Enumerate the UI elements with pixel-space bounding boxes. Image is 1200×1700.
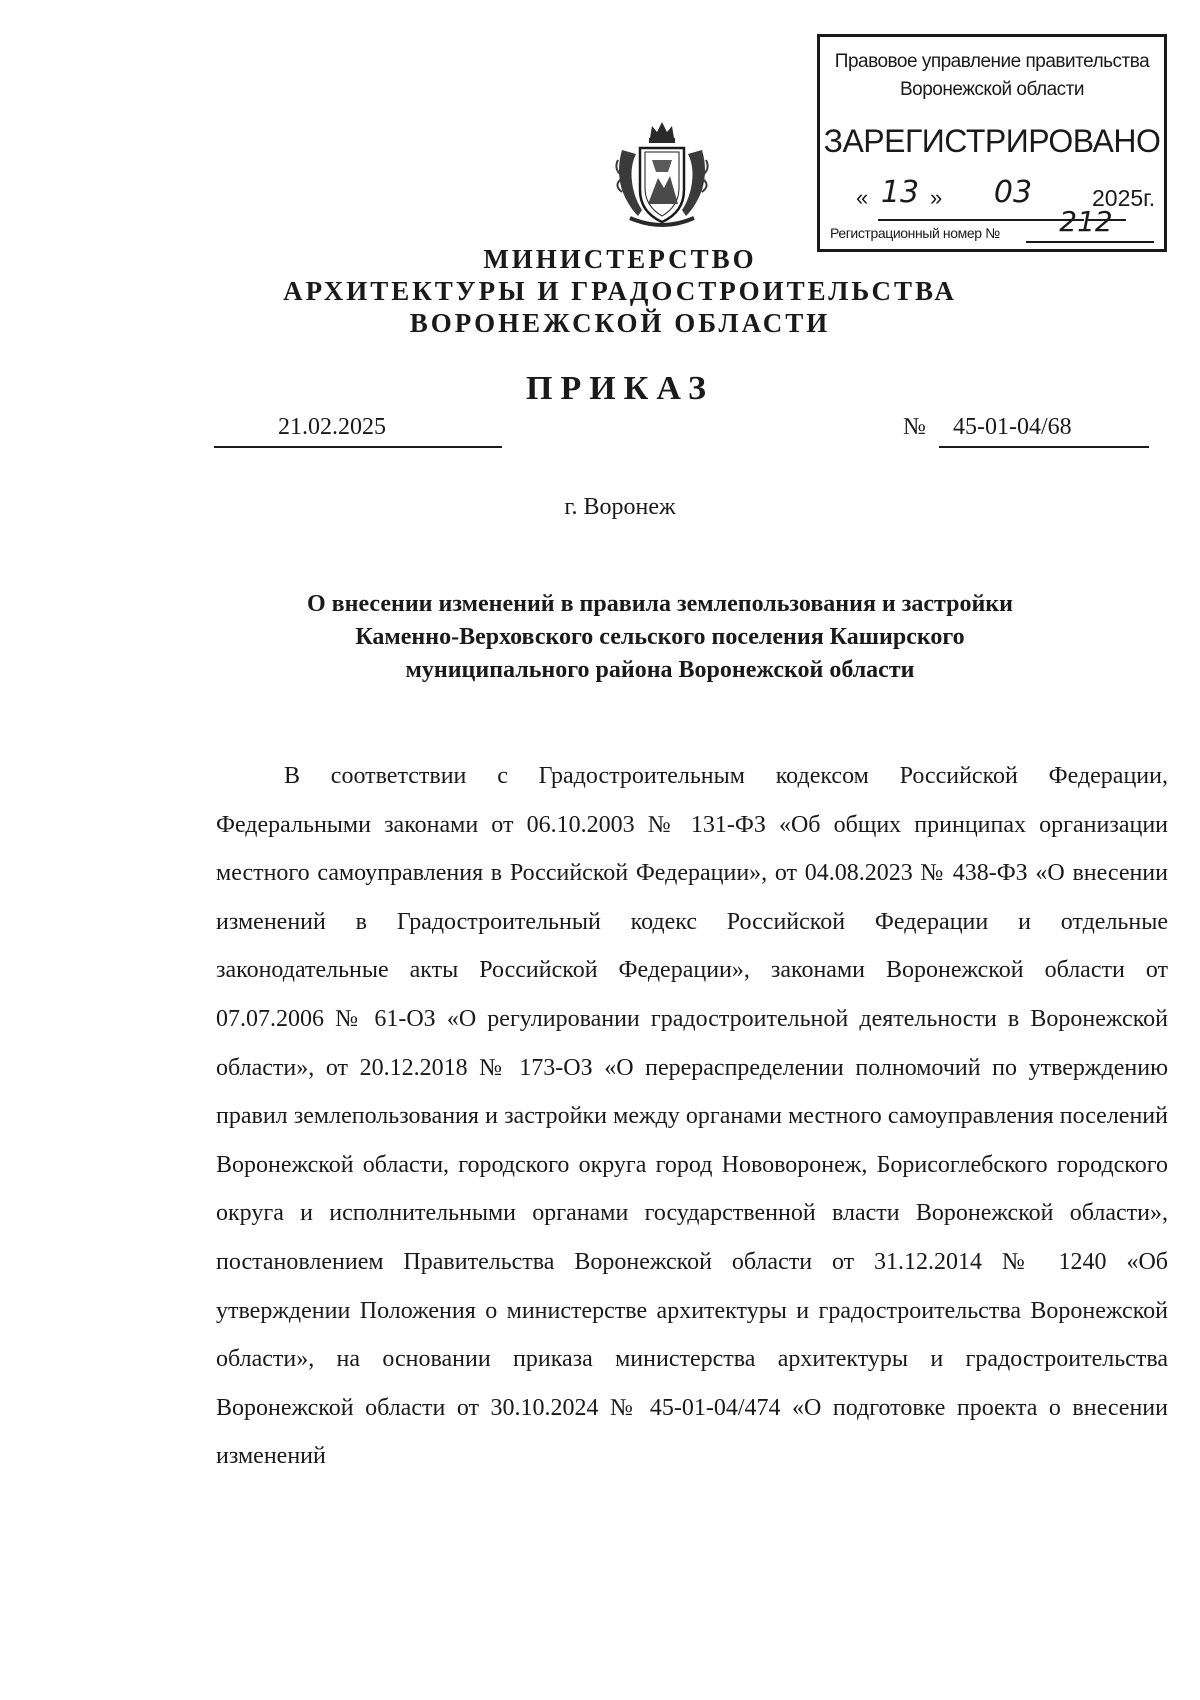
stamp-close-quote: » — [930, 185, 943, 210]
document-number: 45-01-04/68 — [953, 414, 1072, 440]
stamp-day: 13 — [880, 175, 920, 210]
document-city: г. Воронеж — [564, 494, 676, 520]
document-subject — [160, 588, 1160, 687]
ministry-name-line1: МИНИСТЕРСТВО — [483, 244, 757, 274]
document-date: 21.02.2025 — [278, 414, 386, 440]
stamp-regnum-value: 212 — [1059, 205, 1113, 238]
document-number-underline — [939, 414, 1149, 448]
ministry-name-line2: АРХИТЕКТУРЫ И ГРАДОСТРОИТЕЛЬСТВА — [283, 276, 957, 306]
subject-line3: муниципального района Воронежской области — [405, 657, 915, 683]
subject-line1: О внесении изменений в правила землепользования и застройки — [307, 591, 1013, 617]
registration-stamp — [817, 34, 1167, 252]
ministry-name-line3: ВОРОНЕЖСКОЙ ОБЛАСТИ — [409, 308, 831, 338]
coat-of-arms-icon — [612, 120, 712, 230]
number-sign: № — [903, 414, 926, 440]
body-paragraph: В соответствии с Градостроительным кодексом Российской Федерации, Федеральными законами от 06.10.2003 № 131-ФЗ «Об общих принципах организации местного самоуправления в Российской Федерации», от 04.08.2023 № 438-ФЗ «О внесении изменений в Градостроительный кодекс Российской Федерации и отдельные законодательные акты Российской Федерации», законами Воронежской области от 07.07.2006 № 61-ОЗ «О регулировании градостроительной деятельности в Воронежской области», от 20.12.2018 № 173-ОЗ «О перераспределении полномочий по утверждению правил землепользования и застройки между органами местного самоуправления поселений Воронежской области, городского округа город Нововоронеж, Борисоглебского городского округа и исполнительными органами государственной власти Воронежской области», постановлением Правительства Воронежской области от 31.12.2014 № 1240 «Об утверждении Положения о министерстве архитектуры и градостроительства Воронежской области», на основании приказа министерства архитектуры и градостроительства Воронежской области от 30.10.2024 № 45-01-04/474 «О подготовке проекта о внесении изменений — [216, 763, 1168, 1470]
document-type-title: ПРИКАЗ — [526, 370, 714, 407]
stamp-month: 03 — [993, 175, 1033, 210]
stamp-org-line1: Правовое управление правительства — [834, 51, 1150, 72]
stamp-open-quote: « — [856, 185, 869, 210]
stamp-year: 2025г. — [1092, 185, 1156, 211]
stamp-org-line2: Воронежской области — [900, 79, 1084, 100]
subject-line2: Каменно-Верховского сельского поселения Каширского — [355, 624, 965, 650]
document-date-field — [214, 414, 502, 448]
document-number-field — [903, 414, 1149, 446]
stamp-regnum-label: Регистрационный номер № — [830, 225, 1000, 241]
stamp-registered-label: ЗАРЕГИСТРИРОВАНО — [823, 123, 1161, 159]
stamp-regnum-underline — [1026, 241, 1154, 243]
